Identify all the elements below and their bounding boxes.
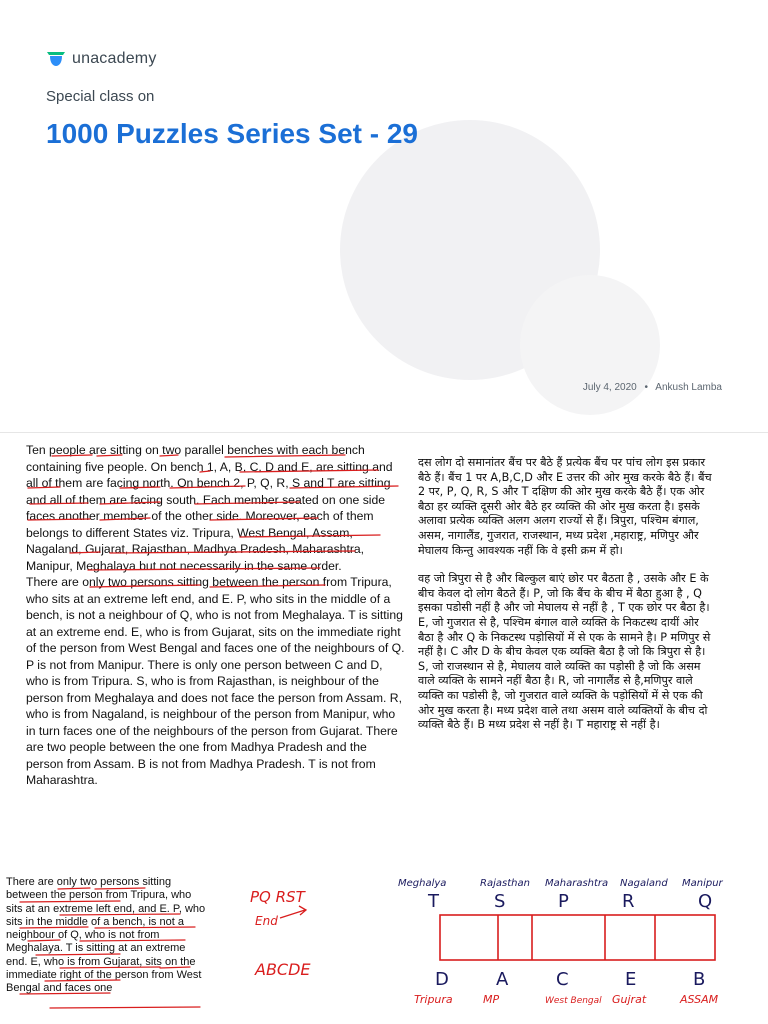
english-puzzle-text (26, 442, 406, 789)
slide-date: July 4, 2020 (582, 382, 637, 393)
note-pqrst: PQ RST (250, 888, 305, 906)
bottom-state-3: West Bengal (545, 996, 602, 1006)
slide-title: 1000 Puzzles Series Set - 29 (46, 118, 418, 149)
hindi-para-1: दस लोग दो समानांतर बैंच पर बैठे हैं प्रत्येक बैंच पर पांच लोग इस प्रकार बैठे हैं। बैंच 1 पर A,B,C,D और E उत्तर की ओर मुख करके बैठे हैं। बैंच 2 पर, P, Q, R, S और T दक्षिण की ओर मुख करके बैठे हैं। एक ओर बैठा हर व्यक्ति दूसरी ओर बैठे हर व्यक्ति की ओर मुख करता है। इसके अलावा प्रत्येक व्यक्ति अलग अलग राज्यों से हैं। त्रिपुरा, पश्चिम बंगाल, असम, नागालैंड, गुजरात, राजस्थान, मध्य प्रदेश ,महाराष्ट्र, मणिपुर और मेघालय किन्तु आवश्यक नहीं कि वे इसी क्रम में हो। (418, 456, 712, 557)
bottom-letter-3: C (556, 969, 569, 990)
bottom-state-1: Tripura (414, 993, 453, 1006)
hindi-puzzle-text (418, 456, 718, 747)
top-letter-3: P (558, 891, 569, 912)
top-letter-1: T (428, 891, 439, 912)
handwritten-seating-diagram (0, 860, 768, 1024)
slide-meta (583, 382, 722, 393)
top-state-3: Maharashtra (545, 878, 609, 889)
bottom-state-5: ASSAM (680, 993, 719, 1006)
slide-author: Ankush Lamba (655, 382, 722, 393)
bottom-letter-2: A (496, 969, 509, 990)
note-abcde: ABCDE (255, 960, 311, 979)
top-state-5: Manipur (682, 878, 723, 889)
brand-logo (46, 50, 157, 68)
top-state-1: Meghalya (398, 878, 447, 889)
note-end: End (255, 914, 278, 928)
arrow-icon (280, 906, 306, 918)
excerpt-text: There are only two persons sitting between the person from Tripura, who sits at an extreme left end, and E. P, who sits in the middle of a bench, is not a neighbour of Q, who is not from Meghalaya. T is sitting at an extreme end. E, who is from Gujarat, sits on the immediate right of the person from West Bengal and faces one (6, 876, 206, 995)
decorative-circle-small (520, 275, 660, 415)
english-para-2: There are only two persons sitting between the person from Tripura, who sits at an extreme left end, and E. P, who sits in the middle of a bench, is not a neighbour of Q, who is not from Meghalaya. T is sitting at an extreme end. E, who is from Gujarat, sits on the immediate right of the person from West Bengal and faces one of the neighbours of Q. P is not from Manipur. There is only one person between C and D, who is from Tripura. S, who is from Rajasthan, is neighbour of the person from Meghalaya and does not face the person from Assam. R, who is from Nagaland, is neighbour of the person from Manipur, who in turn faces one of the neighbours of the person from Gujarat. There are two people between the one from Madhya Pradesh and the person from Assam. B is not from Madhya Pradesh. T is not from Maharashtra. (26, 575, 405, 787)
bottom-state-2: MP (483, 993, 500, 1006)
bottom-letter-1: D (435, 969, 449, 990)
top-state-2: Rajasthan (480, 878, 530, 889)
bench-boxes (440, 915, 715, 960)
top-letter-4: R (622, 891, 635, 912)
meta-separator: • (644, 382, 649, 393)
bottom-state-4: Gujrat (612, 993, 647, 1006)
bottom-letter-4: E (625, 969, 637, 990)
top-letter-5: Q (698, 891, 713, 912)
bottom-letter-5: B (693, 969, 706, 990)
brand-name: unacademy (72, 50, 157, 67)
top-state-4: Nagaland (620, 878, 668, 889)
english-para-1: Ten people are sitting on two parallel benches with each bench containing five people. On bench 1, A, B, C, D and E, are sitting and all of them are facing north. On bench 2, P, Q, R, S and T are sitting and all of them are facing south. Each member seated on one side faces another member of the other side. Moreover, each of them belongs to different States viz. Tripura, West Bengal, Assam, Nagaland, Gujarat, Rajasthan, Madhya Pradesh, Maharashtra, Manipur, Meghalaya but not necessarily in the same order. (26, 443, 393, 573)
top-letter-2: S (494, 891, 506, 912)
hindi-para-2: वह जो त्रिपुरा से है और बिल्कुल बाएं छोर पर बैठता है , उसके और E के बीच केवल दो लोग बैठते हैं। P, जो कि बैंच के बीच में बैठा हुआ है , Q इसका पडोसी नहीं है और जो मेघालय से नहीं है , T एक छोर पर बैठा है। E, जो गुजरात से है, पश्चिम बंगाल वाले व्यक्ति के निकटस्थ दायीं ओर बैठा है और Q के निकटस्थ पड़ोसियों में से एक के सामने है। P मणिपुर से नहीं है। C और D के बीच केवल एक व्यक्ति बैठा है जो कि त्रिपुरा से है। S, जो राजस्थान से है, मेघालय वाले व्यक्ति का पड़ोसी है जो कि असम वाले व्यक्ति के सामने नहीं बैठा है। R, जो नागालैंड से है,मणिपुर वाले व्यक्ति का पडोसी है, जो गुजरात वाले व्यक्ति के पड़ोसियों में से एक की ओर मुख करता है। मध्य प्रदेश वाले तथा असम वाले व्यक्तियों के बीच दो व्यक्ति बैठे हैं। B मध्य प्रदेश से नहीं है। T महाराष्ट्र से नहीं है। (418, 572, 711, 732)
title-slide (0, 0, 768, 433)
slide-subtitle: Special class on (46, 88, 155, 105)
unacademy-logo-icon (46, 51, 66, 67)
